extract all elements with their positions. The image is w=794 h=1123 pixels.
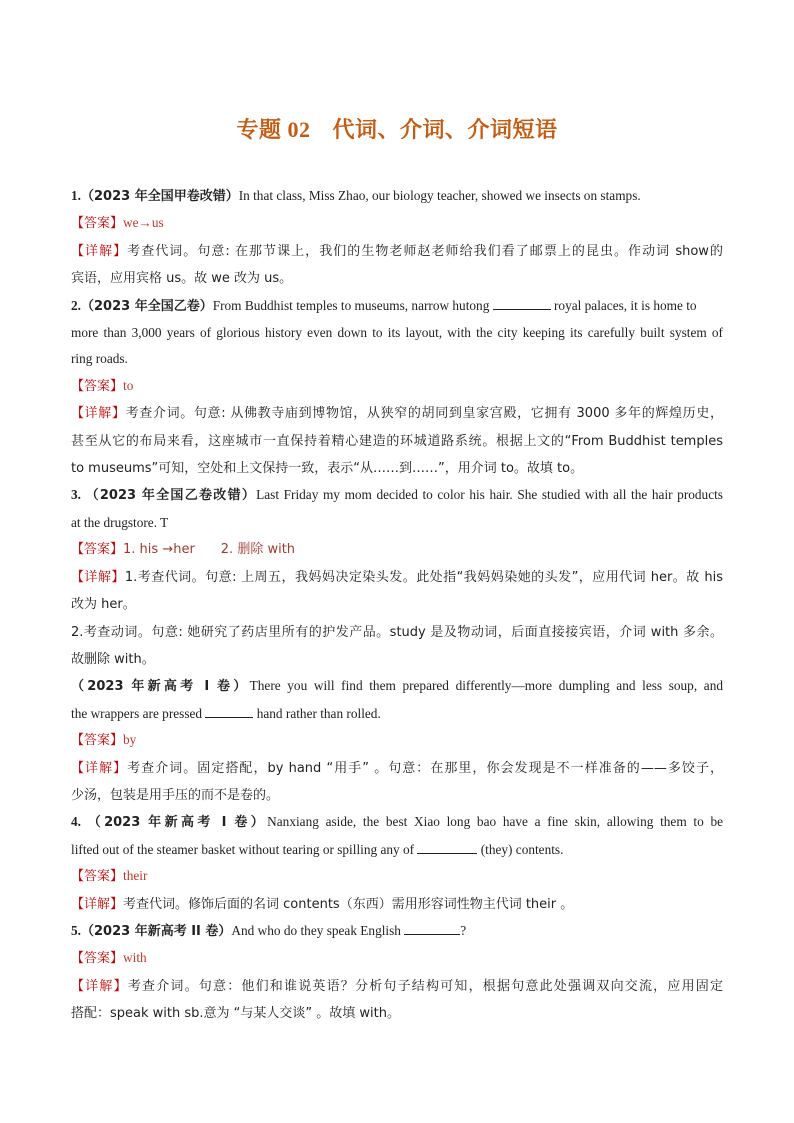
question-3b-detail-line [71, 755, 723, 782]
question-text: And who do they speak English [231, 922, 401, 938]
question-text: lifted out of the steamer basket without tearing or spilling any of [71, 841, 415, 857]
question-4-detail-line [71, 891, 723, 918]
question-3-stem [71, 482, 723, 509]
question-2-detail-line [71, 400, 723, 427]
question-4-stem [71, 809, 723, 836]
question-3b-detail-line [71, 782, 723, 809]
detail-label: 【详解】 [71, 760, 128, 776]
topic-title: 代词、介词、介词短语 [332, 118, 558, 143]
question-2-stem-line [71, 346, 723, 372]
question-4-answer [71, 863, 723, 890]
question-5-detail-line [71, 973, 723, 1000]
answer-label: 【答案】 [71, 542, 124, 558]
answer-label: 【答案】 [71, 869, 124, 885]
detail-label: 【详解】 [71, 896, 124, 912]
answer-label: 【答案】 [71, 733, 124, 749]
question-3-detail-line [71, 591, 723, 618]
detail-text: 改为 her。 [71, 597, 136, 613]
question-text: Last Friday my mom decided to color his hair. She studied with all the hair products [256, 487, 723, 503]
page-title [0, 113, 794, 144]
answer-label: 【答案】 [71, 951, 124, 967]
detail-text: 故删除 with。 [71, 651, 155, 667]
answer-label: 【答案】 [71, 216, 124, 232]
question-2-detail-line [71, 428, 723, 455]
question-3-detail-line [71, 564, 723, 591]
question-5-detail-line [71, 1000, 723, 1027]
detail-text: 考查代词。句意: 在那节课上，我们的生物老师赵老师给我们看了邮票上的昆虫。作动词 show的 [127, 243, 723, 259]
question-text: From Buddhist temples to museums, narrow hutong [212, 297, 490, 313]
question-1-detail-line [71, 238, 723, 265]
question-text: There you will find them prepared differently—more dumpling and less soup, and [249, 678, 723, 694]
answer-text: their [123, 868, 148, 884]
detail-text: 宾语，应用宾格 us。故 we 改为 us。 [71, 271, 293, 287]
question-3b-stem [71, 673, 723, 700]
question-text: more than 3,000 years of glorious history even down to its layout, with the city keeping its carefully built system of [71, 325, 723, 341]
question-3-detail-line [71, 619, 723, 646]
question-3b-answer [71, 727, 723, 754]
question-text: the wrappers are pressed [71, 705, 203, 721]
detail-text: 2.考查动词。句意: 她研究了药店里所有的护发产品。study 是及物动词，后面直接接宾语，介词 with 多余。 [71, 624, 723, 640]
question-2-stem-line [71, 320, 723, 346]
detail-label: 【详解】 [71, 243, 128, 259]
question-source: （2023 年新高考 I 卷） [87, 815, 268, 831]
question-list [71, 183, 723, 1028]
question-5-answer [71, 945, 723, 972]
question-number: 1. [71, 188, 81, 203]
answer-text: by [123, 732, 137, 748]
question-5-stem [71, 918, 723, 945]
question-2-answer [71, 373, 723, 400]
question-2-stem [71, 293, 723, 320]
detail-text: 搭配：speak with sb.意为 “与某人交谈” 。故填 with。 [71, 1006, 400, 1022]
detail-text: 考查代词。修饰后面的名词 contents（东西）需用形容词性物主代词 their 。 [123, 896, 574, 912]
question-1-detail-line [71, 265, 723, 292]
detail-label: 【详解】 [71, 406, 126, 422]
question-number: 5. [71, 922, 81, 938]
question-1-stem [71, 183, 723, 210]
question-text: ring roads. [71, 351, 128, 367]
question-text: (they) contents. [480, 841, 564, 857]
question-3-stem-line [71, 510, 723, 536]
question-source: （2023 年新高考 I 卷） [71, 679, 250, 695]
question-text: ? [460, 922, 467, 938]
question-text: hand rather than rolled. [256, 705, 381, 721]
answer-blank [404, 922, 460, 935]
question-3-detail-line [71, 646, 723, 673]
question-source: （2023 年新高考 II 卷） [80, 923, 232, 939]
question-text: at the drugstore. T [71, 514, 169, 530]
question-source: （2023 年全国甲卷改错） [80, 189, 239, 204]
detail-text: 少汤，包装是用手压的而不是卷的。 [71, 787, 280, 803]
answer-text: 1. his →her 2. 删除 with [123, 542, 296, 558]
detail-text: 考查介词。句意: 从佛教寺庙到博物馆，从狭窄的胡同到皇家宫殿，它拥有 3000 多年的辉煌历史， [125, 406, 723, 422]
question-2-detail-line [71, 455, 723, 482]
question-text: Nanxiang aside, the best Xiao long bao have a fine skin, allowing them to be [267, 814, 723, 830]
answer-text: with [123, 950, 147, 966]
question-number: 3. [71, 487, 81, 503]
question-text: royal palaces, it is home to [554, 297, 697, 313]
detail-label: 【详解】 [71, 569, 125, 585]
detail-text: 甚至从它的布局来看，这座城市一直保持着精心建造的环城道路系统。根据上文的“From Buddhist temples [71, 433, 723, 449]
question-source: （2023 年全国乙卷改错） [85, 488, 257, 504]
question-number: 2. [71, 297, 81, 313]
detail-text: 考查介词。句意：他们和谁说英语？分析句子结构可知，根据句意此处强调双向交流，应用固定 [127, 978, 723, 994]
question-3b-stem-line [71, 701, 723, 727]
answer-text: to [123, 377, 134, 393]
question-source: （2023 年全国乙卷） [80, 298, 213, 314]
answer-label: 【答案】 [71, 378, 124, 394]
question-4-stem-line [71, 837, 723, 863]
question-text: In that class, Miss Zhao, our biology teacher, showed we insects on stamps. [238, 188, 641, 203]
answer-blank [417, 841, 477, 854]
question-1-answer [71, 210, 723, 237]
answer-text: we→us [123, 215, 164, 231]
question-3-answer [71, 536, 723, 563]
detail-text: 1.考查代词。句意: 上周五，我妈妈决定染头发。此处指“我妈妈染她的头发”，应用代词 her。故 his [124, 569, 723, 585]
topic-number: 专题 02 [236, 117, 311, 142]
answer-blank [205, 705, 253, 718]
question-number: 4. [71, 814, 81, 830]
answer-blank [493, 297, 551, 310]
detail-text: 考查介词。固定搭配，by hand “用手” 。句意：在那里，你会发现是不一样准备的——多饺子， [127, 760, 723, 776]
detail-label: 【详解】 [71, 978, 128, 994]
detail-text: to museums”可知，空处和上文保持一致，表示“从……到……”，用介词 to。故填 to。 [71, 461, 584, 477]
